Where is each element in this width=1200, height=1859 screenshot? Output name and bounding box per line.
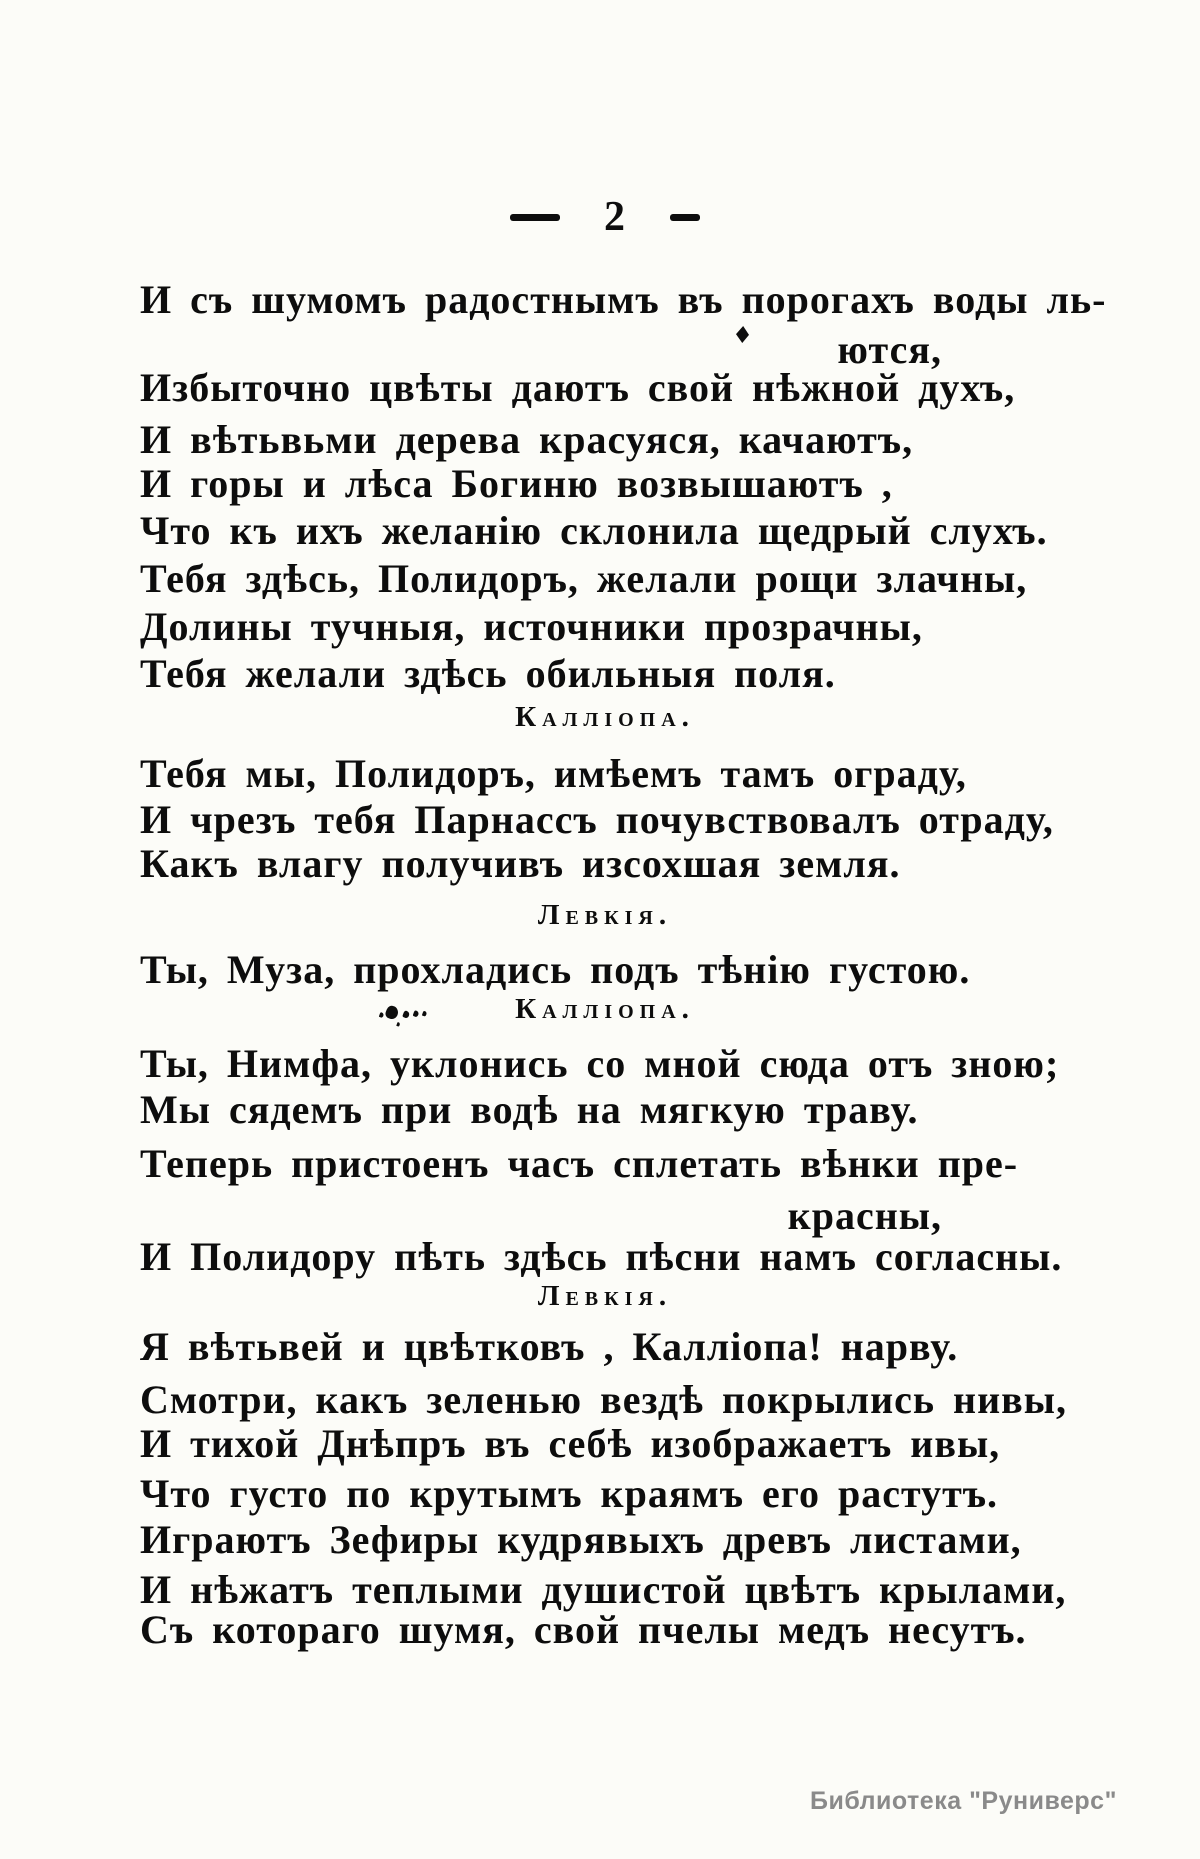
verse-line-continuation: ются, — [837, 327, 942, 372]
verse-line: Ты, Муза, прохладись подъ тѣнію густою. — [140, 947, 971, 992]
head-rule-left — [510, 214, 560, 221]
verse-line: Я вѣтьвей и цвѣтковъ , Каллiопа! нарву. — [140, 1324, 959, 1369]
verse-line: Ты, Нимфа, уклонись со мной сюда отъ зною; — [140, 1041, 1060, 1086]
verse-line: И Полидору пѣть здѣсь пѣсни намъ согласны. — [140, 1234, 1063, 1279]
speaker-heading-calliopa: Каллiопа. — [515, 701, 695, 733]
verse-line: И вѣтьвьми дерева красуяся, качаютъ, — [140, 417, 914, 462]
speaker-heading-levkia: Левкiя. — [537, 1280, 673, 1312]
verse-line: И чрезъ тебя Парнассъ почувствовалъ отраду, — [140, 797, 1054, 842]
speaker-heading-levkia: Левкiя. — [537, 899, 673, 931]
verse-line: Тебя желали здѣсь обильныя поля. — [140, 651, 836, 696]
verse-line: И нѣжатъ теплыми душистой цвѣтъ крылами, — [140, 1567, 1067, 1612]
verse-line: И горы и лѣса Богиню возвышаютъ , — [140, 461, 893, 506]
verse-line: И съ шумомъ радостнымъ въ порогахъ воды ль- — [140, 277, 1107, 322]
verse-line: Что къ ихъ желанію склонила щедрый слухъ. — [140, 508, 1048, 553]
speaker-heading-calliopa: Каллiопа. — [515, 993, 695, 1025]
verse-line: Какъ влагу получивъ изсохшая земля. — [140, 841, 901, 886]
page-number: 2 — [604, 194, 626, 240]
library-watermark: Библиотека "Руниверс" — [810, 1787, 1117, 1815]
verse-line: Смотри, какъ зеленью вездѣ покрылись нивы, — [140, 1377, 1067, 1422]
verse-line-continuation: красны, — [787, 1193, 942, 1238]
verse-line: Избыточно цвѣты даютъ свой нѣжной духъ, — [140, 365, 1016, 410]
verse-line: Тебя здѣсь, Полидоръ, желали рощи злачны, — [140, 556, 1028, 601]
running-head — [140, 196, 1070, 238]
verse-line: Съ котораго шумя, свой пчелы медъ несутъ. — [140, 1607, 1027, 1652]
verse-line: Играютъ Зефиры кудрявыхъ древъ листами, — [140, 1517, 1022, 1562]
verse-line: И тихой Днѣпръ въ себѣ изображаетъ ивы, — [140, 1421, 1001, 1466]
verse-line: Тебя мы, Полидоръ, имѣемъ тамъ ограду, — [140, 751, 967, 796]
head-rule-right — [670, 214, 700, 221]
verse-line: Теперь пристоенъ часъ сплетать вѣнки пре- — [140, 1141, 1019, 1186]
verse-line: Мы сядемъ при водѣ на мягкую траву. — [140, 1087, 919, 1132]
verse-line: Долины тучныя, источники прозрачны, — [140, 604, 923, 649]
verse-line: Что густо по крутымъ краямъ его растутъ. — [140, 1471, 999, 1516]
